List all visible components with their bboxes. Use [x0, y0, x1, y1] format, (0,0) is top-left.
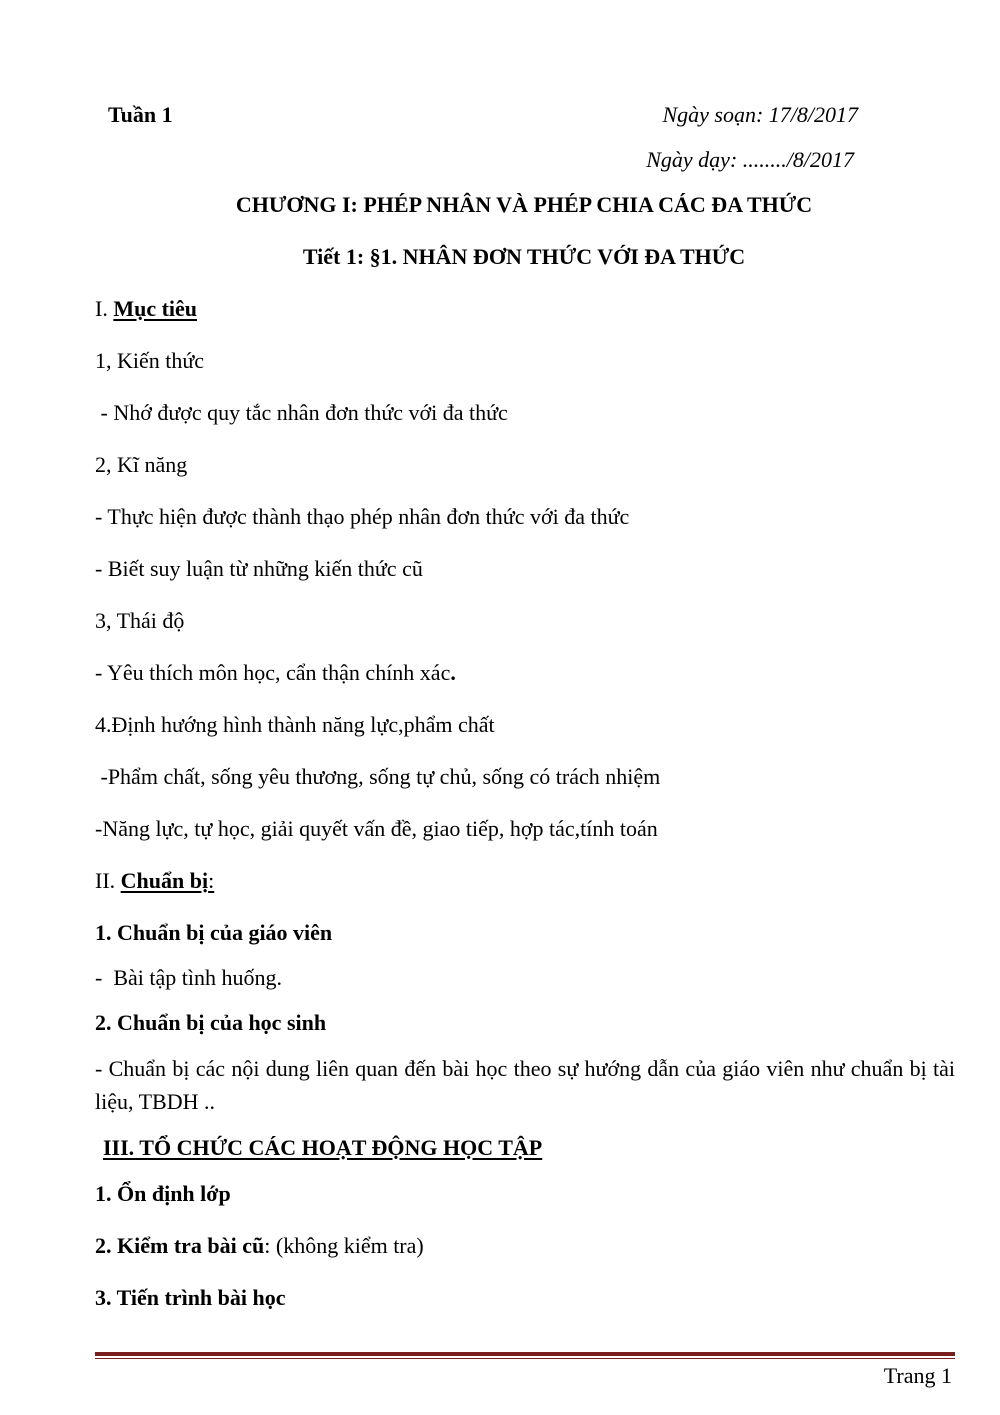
step-old-lesson-check-label: 2. Kiểm tra bài cũ: [95, 1233, 265, 1258]
objective-skills-item-1: - Thực hiện được thành thạo phép nhân đơn thức với đa thức: [95, 504, 630, 529]
section-activities-heading: III. TỔ CHỨC CÁC HOẠT ĐỘNG HỌC TẬP: [103, 1135, 543, 1160]
step-old-lesson-check-note: : (không kiểm tra): [264, 1233, 424, 1258]
objective-competency-item-1: -Phẩm chất, sống yêu thương, sống tự chủ, sống có trách nhiệm: [95, 764, 661, 789]
page-number: Trang 1: [883, 1363, 952, 1388]
objective-attitude-item: [95, 662, 456, 684]
objective-knowledge-heading: 1, Kiến thức: [95, 348, 205, 373]
section-preparation-colon: :: [208, 868, 215, 893]
section-objectives-heading: [95, 298, 197, 320]
section-objectives-title: Mục tiêu: [113, 296, 198, 321]
objective-attitude-text: - Yêu thích môn học, cẩn thận chính xác: [95, 660, 451, 685]
date-prepared: Ngày soạn: 17/8/2017: [662, 102, 858, 127]
objective-attitude-period: .: [450, 660, 456, 685]
step-class-stabilize: 1. Ổn định lớp: [95, 1181, 231, 1206]
date-taught: Ngày dạy: ......../8/2017: [646, 147, 854, 172]
section-objectives-prefix: I.: [95, 296, 114, 321]
teacher-preparation-item: - Bài tập tình huống.: [95, 965, 282, 990]
section-preparation-title: Chuẩn bị: [120, 868, 209, 893]
footer-rule-thick: [95, 1352, 955, 1356]
section-preparation-prefix: II.: [95, 868, 121, 893]
lesson-title: Tiết 1: §1. NHÂN ĐƠN THỨC VỚI ĐA THỨC: [302, 244, 746, 269]
objective-competency-item-2: -Năng lực, tự học, giải quyết vấn đề, giao tiếp, hợp tác,tính toán: [95, 816, 658, 841]
footer-rule-thin: [95, 1358, 955, 1359]
objective-attitude-heading: 3, Thái độ: [95, 608, 185, 633]
student-preparation-item: - Chuẩn bị các nội dung liên quan đến bài học theo sự hướng dẫn của giáo viên như chuẩn bị tài liệu, TBDH ..: [95, 1056, 955, 1114]
objective-skills-item-2: - Biết suy luận từ những kiến thức cũ: [95, 556, 423, 581]
step-old-lesson-check: [95, 1235, 424, 1257]
objective-skills-heading: 2, Kĩ năng: [95, 452, 188, 477]
week-label: Tuần 1: [108, 102, 173, 127]
teacher-preparation-heading: 1. Chuẩn bị của giáo viên: [95, 920, 333, 945]
section-preparation-heading: [95, 870, 214, 892]
step-lesson-progress: 3. Tiến trình bài học: [95, 1285, 286, 1310]
objective-competency-heading: 4.Định hướng hình thành năng lực,phẩm chất: [95, 712, 495, 737]
chapter-title: CHƯƠNG I: PHÉP NHÂN VÀ PHÉP CHIA CÁC ĐA THỨC: [235, 192, 813, 217]
objective-knowledge-item: - Nhớ được quy tắc nhân đơn thức với đa thức: [95, 400, 508, 425]
student-preparation-heading: 2. Chuẩn bị của học sinh: [95, 1010, 327, 1035]
